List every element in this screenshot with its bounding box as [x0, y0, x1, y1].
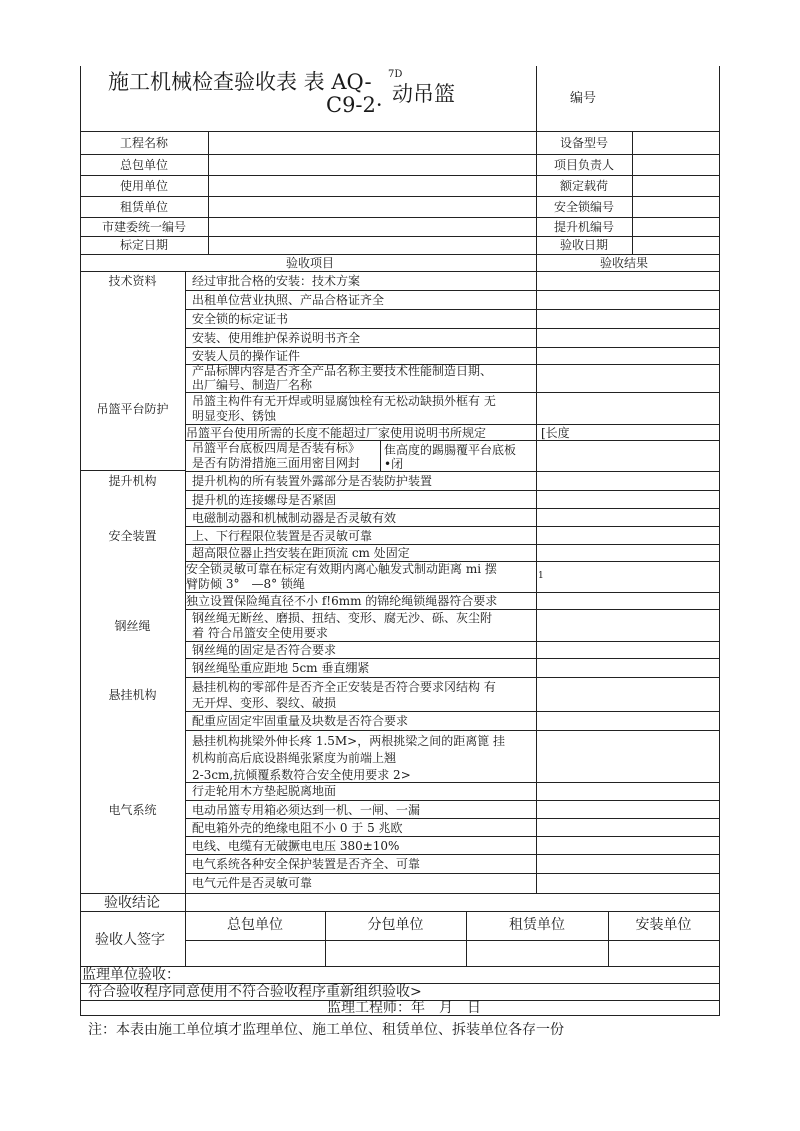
item-7-line1: 吊篮主构件有无开焊或明显腐蚀栓有无松动缺损外框有 无	[192, 394, 496, 408]
label-calibration-date: 标定日期	[119, 238, 168, 252]
label-rated-load: 额定载荷	[559, 179, 608, 193]
label-general-contractor: 总包单位	[119, 158, 168, 172]
header-bottom	[80, 131, 720, 132]
category-suspension: 悬挂机构	[108, 688, 157, 702]
rule	[80, 217, 720, 218]
item-3: 安全锁的标定证书	[192, 312, 289, 326]
rule	[185, 309, 720, 310]
party-general-contractor: 总包单位	[227, 917, 283, 933]
category-hoist: 提升机构	[108, 474, 157, 488]
footnote: 注：本表由施工单位填才监理单位、施工单位、租赁单位、拆装单位各存一份	[88, 1022, 564, 1038]
label-leasing-unit: 租赁单位	[119, 200, 168, 214]
item-22-line3: 2-3cm,抗倾覆系数符合安全使用要求 2>	[192, 768, 411, 782]
item-2: 出租单位营业执照、产品合格证齐全	[192, 293, 385, 307]
item-16: 独立设置保险绳直径不小 f!6mm 的锦纶绳锁绳器符合要求	[186, 594, 498, 608]
rule	[185, 730, 720, 731]
rule	[80, 271, 720, 272]
party-installer: 安装单位	[635, 917, 692, 933]
rule	[185, 526, 720, 527]
category-rope: 钢丝绳	[114, 619, 151, 633]
item-23: 行走轮用木方垫起脱离地面	[192, 784, 337, 798]
item-12: 电磁制动器和机械制动器是否灵敏有效	[192, 511, 397, 525]
category-safety: 安全装置	[108, 529, 157, 543]
item-6-line2: 出厂编号、制造厂名称	[192, 378, 313, 392]
number-label: 编号	[570, 91, 597, 106]
label-safety-lock-no: 安全锁编号	[553, 200, 614, 214]
category-electric: 电气系统	[108, 803, 157, 817]
rule	[185, 711, 720, 712]
rule	[185, 290, 720, 291]
item-22-line2: 机构前高后底设斟绳张紧度为前端上翘	[192, 751, 397, 765]
item-9-right-line1: 隹高度的踢腸覆平台底板	[384, 443, 517, 457]
item-11: 提升机的连接螺母是否紧固	[192, 493, 337, 507]
items-header: 验收项目	[285, 256, 334, 270]
item-7-line2: 明显变形、锈蚀	[192, 409, 277, 423]
label-project-name: 工程名称	[119, 136, 168, 150]
rule	[185, 800, 720, 801]
rule	[185, 818, 720, 819]
item-15-line1: 安全锁灵敏可靠在标定有效期内离心触发式制动距离 mi 摆	[186, 562, 497, 576]
party-leasing: 租赁单位	[509, 917, 565, 933]
rule	[80, 911, 720, 912]
rule	[185, 592, 720, 593]
rule	[80, 154, 720, 155]
rule	[80, 175, 720, 176]
item-26: 电线、电缆有无破撅电电压 380±10%	[192, 839, 400, 853]
item-4: 安装、使用维护保养说明书齐全	[192, 331, 361, 345]
rule	[185, 873, 720, 874]
item-9-right-line2: •闭	[384, 457, 404, 471]
supervision-text: 符合验收程序同意使用不符合验收程序重新组织验收>	[88, 984, 422, 1000]
rule	[80, 254, 720, 255]
rule	[380, 440, 381, 471]
header-divider	[536, 66, 537, 131]
rule	[185, 508, 720, 509]
label-user-unit: 使用单位	[119, 179, 168, 193]
label-acceptance-date: 验收日期	[559, 238, 608, 252]
conclusion-label: 验收结论	[104, 895, 160, 911]
item-6-line1: 产品标牌内容是否齐全产品名称主要技术性能制造日期、	[192, 364, 493, 378]
rule	[185, 328, 720, 329]
party-subcontractor: 分包单位	[367, 917, 424, 933]
body-bottom	[80, 893, 720, 894]
rule	[185, 392, 720, 393]
rule	[185, 609, 720, 610]
item-15-line2: 臂防倾 3° —8° 锁绳	[186, 577, 305, 591]
item-17-line2: 着 符合吊篮安全使用要求	[192, 626, 328, 640]
rule	[185, 424, 720, 425]
label-equipment-model: 设备型号	[559, 136, 608, 150]
rule	[185, 471, 720, 472]
item-28: 电气元件是否灵敏可靠	[192, 876, 313, 890]
item-13: 上、下行程限位装置是否灵敏可靠	[192, 529, 373, 543]
rule	[185, 658, 720, 659]
item-20-line1: 悬挂机构的零部件是否齐全正安装是否符合要求冈结构 有	[192, 680, 496, 694]
rule	[80, 236, 720, 237]
item-1: 经过审批合格的安装：技术方案	[192, 274, 361, 288]
item-14: 超高限位器止挡安装在距顶流 cm 处固定	[192, 546, 410, 560]
rule	[185, 854, 720, 855]
signature-label: 验收人签字	[95, 932, 165, 948]
rule	[185, 347, 720, 348]
category-platform: 吊篮平台防护	[96, 402, 169, 416]
rule	[185, 490, 720, 491]
item-5: 安装人员的操作证件	[192, 349, 301, 363]
rule	[80, 196, 720, 197]
rule	[185, 677, 720, 678]
form-title: 施工机械检查验收表 表 AQ-	[108, 70, 372, 94]
label-unified-number: 市建委统一编号	[101, 220, 186, 234]
supervision-engineer: 监理工程师：年 月 日	[327, 1000, 481, 1016]
label-hoist-no: 提升机编号	[553, 220, 614, 234]
rule	[185, 782, 720, 783]
rule	[185, 836, 720, 837]
item-15-remark: 1	[538, 571, 544, 581]
label-project-manager: 项目负责人	[553, 158, 614, 172]
item-8-remark: [长度	[541, 426, 570, 440]
rule	[185, 940, 720, 941]
supervision-label: 监理单位验收：	[82, 967, 180, 983]
item-27: 电气系统各种安全保护装置是否齐全、可靠	[192, 857, 421, 871]
item-9-left-line1: 吊篮平台底板四周是否装有标》	[192, 441, 361, 455]
title-superscript: 7D	[388, 69, 403, 80]
result-header: 验收结果	[600, 256, 649, 270]
item-25: 配电箱外壳的绝缘电阻不小 0 于 5 兆欧	[192, 821, 403, 835]
item-22-line1: 悬挂机构挑梁外伸长疼 1.5M>，两根挑梁之间的距离篦 挂	[192, 734, 506, 748]
item-24: 电动吊篮专用箱必须达到一机、一闸、一漏	[192, 803, 421, 817]
rule	[185, 544, 720, 545]
form-code: C9-2·	[326, 93, 383, 117]
item-21: 配重应固定牢固重量及块数是否符合要求	[192, 714, 409, 728]
rule	[80, 470, 185, 471]
item-10: 提升机构的所有装置外露部分是否装防护装置	[192, 474, 433, 488]
item-17-line1: 钢丝绳无断丝、磨损、扭结、变形、腐无沙、砾、灰尘附	[192, 611, 493, 625]
form-subject: 动吊篮	[392, 82, 455, 106]
category-tech: 技术资料	[108, 274, 157, 288]
rule	[185, 641, 720, 642]
item-20-line2: 无开焊、变形、裂纹、破损	[192, 696, 337, 710]
item-19: 钢丝绳坠重应距地 5cm 垂直绷紧	[192, 661, 370, 675]
item-8: 吊篮平台使用所需的长度不能超过厂家使用说明书所规定	[186, 426, 487, 440]
item-9-left-line2: 是否有防滑措施三面用密目网封	[192, 456, 361, 470]
item-18: 钢丝绳的固定是否符合要求	[192, 643, 337, 657]
